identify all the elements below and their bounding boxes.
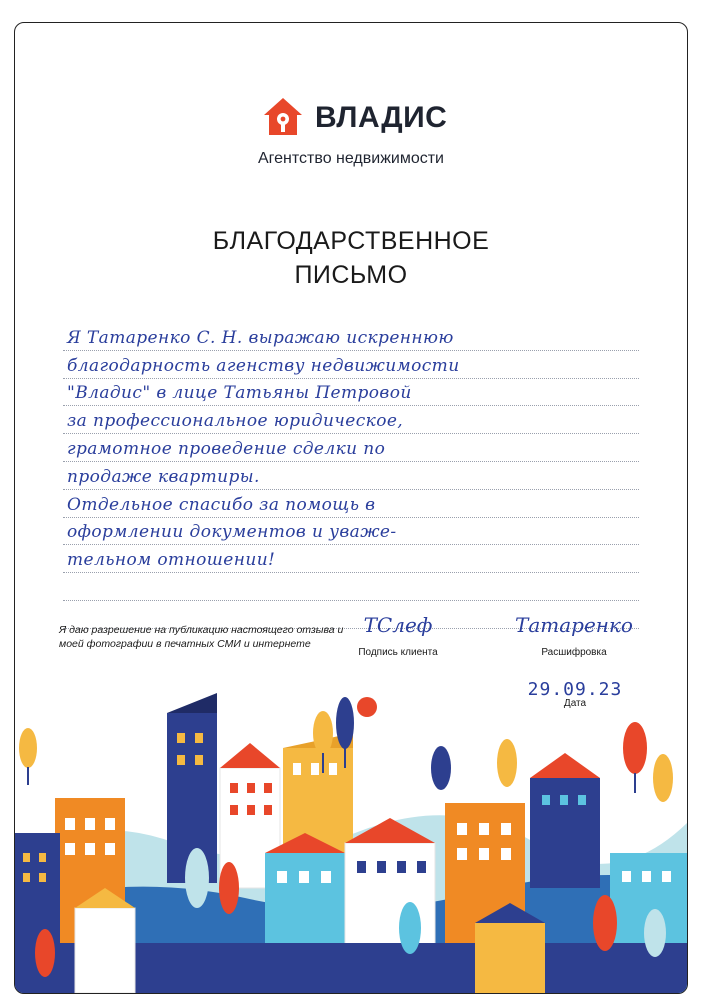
- signature-label: Подпись клиента: [358, 647, 438, 658]
- city-illustration: [15, 693, 687, 993]
- writing-line: [63, 351, 639, 379]
- decode-handwriting: Татаренко: [515, 613, 633, 637]
- writing-line: [63, 573, 639, 601]
- client-signature: ТСлеф: [363, 613, 433, 637]
- publication-consent-text: Я даю разрешение на публикацию настоящего отзыва и моей фотографии в печатных СМИ и интернете: [59, 624, 344, 650]
- handwritten-line: оформлении документов и уваже-: [67, 522, 397, 543]
- house-key-icon: [261, 95, 305, 139]
- brand-logo: [247, 95, 487, 145]
- writing-line: [63, 490, 639, 518]
- letter-sheet: [14, 22, 688, 994]
- writing-line: [63, 462, 639, 490]
- date-label: Дата: [563, 698, 587, 709]
- writing-line: [63, 518, 639, 546]
- writing-line: [63, 434, 639, 462]
- handwritten-line: Отдельное спасибо за помощь в: [67, 494, 376, 515]
- decode-block: [499, 613, 649, 658]
- handwritten-line: Я Татаренко С. Н. выражаю искреннюю: [67, 327, 454, 348]
- brand-name: ВЛАДИС: [315, 101, 448, 134]
- writing-line: [63, 323, 639, 351]
- handwritten-line: "Владис" в лице Татьяны Петровой: [67, 383, 412, 404]
- brand-tagline: Агентство недвижимости: [258, 150, 444, 167]
- decode-label: Расшифровка: [541, 647, 607, 658]
- writing-line: [63, 545, 639, 573]
- date-handwriting: 29.09.23: [527, 679, 623, 700]
- client-signature-block: [343, 613, 453, 658]
- letter-title: БЛАГОДАРСТВЕННОЕ: [212, 227, 490, 255]
- handwritten-line: благодарность агенству недвижимости: [67, 355, 460, 376]
- handwritten-line: тельном отношении!: [67, 550, 276, 571]
- handwritten-line: продаже квартиры.: [67, 466, 260, 487]
- writing-line: [63, 406, 639, 434]
- handwritten-text-area: [63, 323, 639, 629]
- letter-title-line2: ПИСЬМО: [294, 261, 408, 289]
- handwritten-line: за профессиональное юридическое,: [67, 411, 404, 432]
- writing-line: [63, 379, 639, 407]
- handwritten-line: грамотное проведение сделки по: [67, 438, 386, 459]
